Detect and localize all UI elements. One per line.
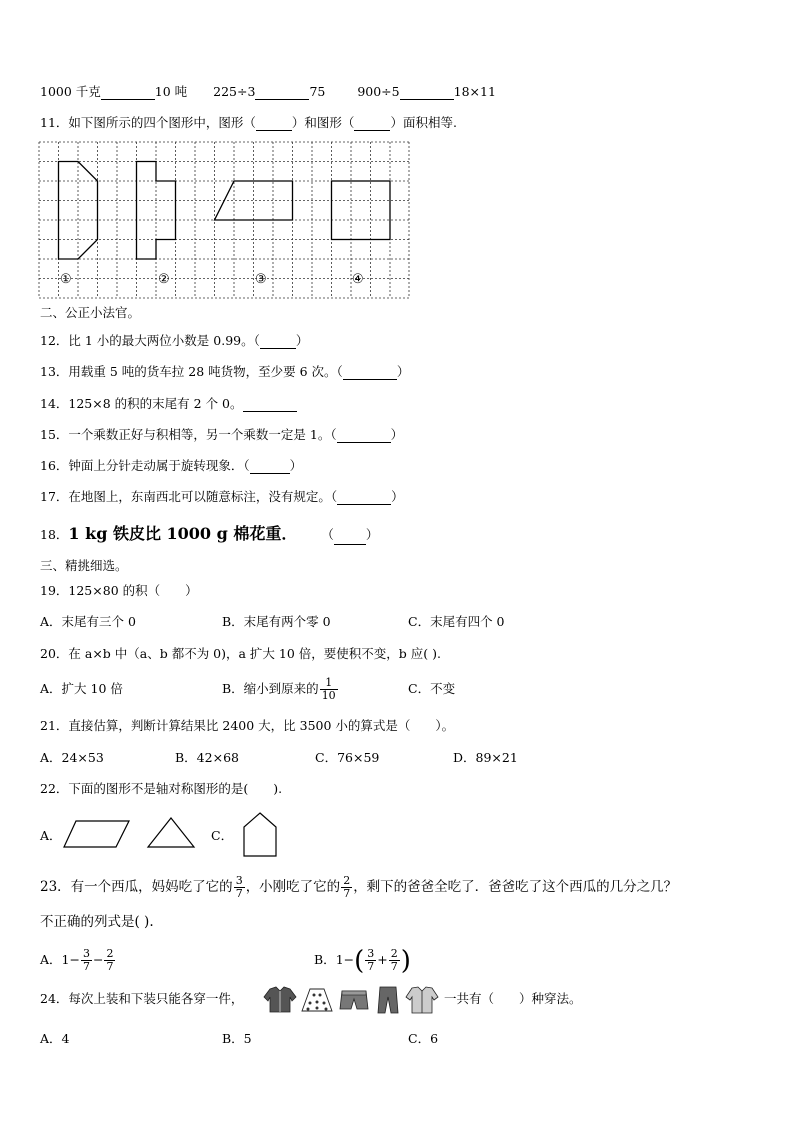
option-b-label: B． [314,952,336,967]
fraction [365,948,376,973]
question-17-text: 17．在地图上，东南西北可以随意标注，没有规定。（ [40,489,338,504]
question-18-number: 18． [40,527,69,542]
question-20-text: 20．在 a×b 中（a、b 都不为 0)，a 扩大 10 倍，要使积不变，b 应( ). [40,646,441,661]
question-22-text: 22．下面的图形不是轴对称图形的是( ). [40,781,283,796]
compare-line [40,84,496,100]
shape-label-1: ① [60,272,72,287]
option-a-label: A． [40,952,62,967]
minus-sign: − [92,952,104,967]
house-pentagon-shape[interactable] [242,810,280,858]
answer-blank[interactable] [260,336,296,349]
plus-sign: + [377,952,388,967]
question-13 [40,364,409,380]
fraction [341,875,352,900]
question-13-text: 13．用载重 5 吨的货车拉 28 吨货物，至少要 6 次。（ [40,364,343,379]
question-11-text: ）面积相等. [390,115,457,130]
fraction [320,677,338,702]
answer-blank[interactable] [354,118,390,131]
compare-a-right: 10 吨 [154,84,188,99]
fraction-numerator: 2 [390,947,398,960]
question-18-text: 1 kg 铁皮比 1000 g 棉花重． [68,524,298,543]
answer-blank[interactable] [101,87,155,100]
fraction-denominator: 10 [321,689,336,702]
answer-blank[interactable] [337,492,391,505]
big-paren-open: ( [354,945,365,976]
paren-close: ） [295,333,309,348]
shape-4 [332,181,391,240]
clothing-images [262,985,442,1015]
number-one: 1 [61,952,70,967]
answer-blank[interactable] [256,118,292,131]
question-11-text: ）和图形（ [291,115,355,130]
paren-close: ） [289,458,303,473]
question-15 [40,427,403,443]
option-a[interactable]: A．24×53 [40,750,104,765]
fraction-numerator: 3 [82,947,90,960]
option-b[interactable]: B．末尾有两个零 0 [222,614,331,629]
question-16-text: 16．钟面上分针走动属于旋转现象．（ [40,458,250,473]
fraction-numerator: 2 [343,874,351,887]
option-a[interactable] [40,943,116,977]
paren-close: ） [391,489,404,504]
answer-blank[interactable] [255,87,309,100]
dotted-skirt-icon [302,989,332,1011]
option-c-label[interactable]: C． [211,828,234,843]
compare-c-right: 18×11 [453,84,496,99]
question-11 [40,115,457,131]
paren-open: （ [321,527,334,542]
answer-blank[interactable] [250,461,290,474]
big-paren-close: ) [400,945,411,976]
question-23-text: ，小刚吃了它的 [245,879,341,895]
number-one: 1 [335,952,344,967]
question-11-text: 11．如下图所示的四个图形中，图形（ [40,115,256,130]
option-a[interactable]: A．扩大 10 倍 [40,681,123,696]
option-c[interactable]: C．6 [408,1031,439,1046]
fraction [389,948,400,973]
fraction-denominator: 7 [235,887,243,900]
option-c[interactable]: C．76×59 [315,750,380,765]
question-12-text: 12．比 1 小的最大两位小数是 0.99。（ [40,333,260,348]
question-12 [40,333,308,349]
paren-close: ） [390,427,404,442]
question-16 [40,458,302,474]
option-b[interactable] [222,672,339,706]
fraction-numerator: 3 [367,947,375,960]
fraction-denominator: 7 [367,960,375,973]
question-23 [40,870,677,904]
answer-blank[interactable] [343,367,397,380]
compare-b-left: 225÷3 [213,84,256,99]
fraction-denominator: 7 [343,887,351,900]
question-19-text: 19．125×80 的积（ ） [40,583,198,598]
shorts-icon [340,991,368,1009]
option-a[interactable]: A．末尾有三个 0 [40,614,136,629]
option-a-label[interactable]: A． [40,828,62,843]
section-2-heading: 二、公正小法官。 [40,305,141,320]
minus-sign: − [69,952,80,967]
question-24-text-a: 24．每次上装和下装只能各穿一件， [40,991,244,1006]
coat-icon [406,987,438,1013]
compare-a-left: 1000 千克 [40,84,101,99]
compare-c-left: 900÷5 [357,84,400,99]
fraction [234,875,245,900]
pants-icon [378,987,398,1013]
question-15-text: 15．一个乘数正好与积相等，另一个乘数一定是 1。（ [40,427,337,442]
question-14-text: 14．125×8 的积的末尾有 2 个 0。 [40,396,243,411]
answer-blank[interactable] [337,430,391,443]
option-b[interactable]: B．5 [222,1031,252,1046]
question-21-text: 21．直接估算，判断计算结果比 2400 大，比 3500 小的算式是（ ）。 [40,718,455,733]
option-c[interactable]: C．不变 [408,681,456,696]
shape-label-4: ④ [352,272,364,287]
parallelogram-shape[interactable] [62,818,132,850]
question-17 [40,489,404,505]
option-c[interactable]: C．末尾有四个 0 [408,614,505,629]
question-23-text: ，剩下的爸爸全吃了．爸爸吃了这个西瓜的几分之几？ [353,879,678,895]
compare-b-right: 75 [309,84,326,99]
question-24-text-b: 一共有（ ）种穿法。 [444,991,582,1006]
jacket-icon [264,987,296,1012]
minus-sign: − [343,952,355,967]
fraction-denominator: 7 [390,960,398,973]
fraction-numerator: 3 [235,874,243,887]
question-23-text: 23．有一个西瓜，妈妈吃了它的 [40,879,233,895]
option-a[interactable]: A．4 [40,1031,70,1046]
fraction-numerator: 2 [106,947,114,960]
fraction [81,948,92,973]
option-b[interactable]: B．42×68 [175,750,239,765]
paren-close: ） [365,527,379,542]
fraction [104,948,115,973]
fraction-numerator: 1 [320,677,338,690]
answer-blank[interactable] [400,87,454,100]
option-d[interactable]: D．89×21 [453,750,518,765]
option-b[interactable] [314,943,411,977]
option-b-text: B．缩小到原来的 [222,681,319,696]
shape-label-2: ② [158,272,170,287]
question-14 [40,396,297,412]
answer-blank[interactable] [334,532,366,545]
question-23-line2: 不正确的列式是( ). [40,914,154,930]
fraction-denominator: 7 [82,960,90,973]
shape-label-3: ③ [255,272,267,287]
paren-close: ） [396,364,410,379]
answer-blank[interactable] [243,399,297,412]
question-18 [40,524,378,545]
section-3-heading: 三、精挑细选。 [40,558,128,573]
triangle-shape[interactable] [146,815,196,850]
fraction-denominator: 7 [106,960,114,973]
